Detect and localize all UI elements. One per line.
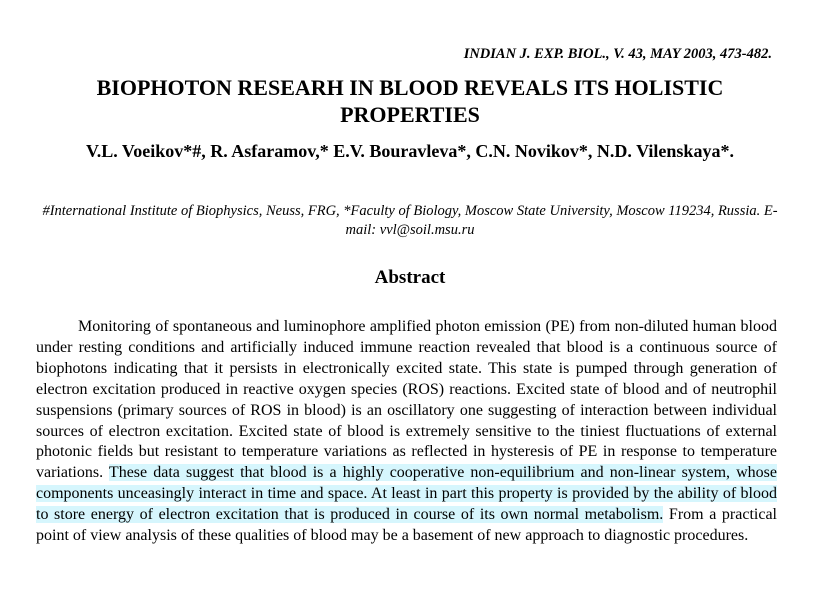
affiliation: #International Institute of Biophysics, Neuss, FRG, *Faculty of Biology, Moscow State University, Moscow 119234, Russia. E-mail: vvl@soil.msu.ru — [42, 203, 778, 238]
abstract-heading: Abstract — [374, 267, 446, 288]
abstract-text-before: Monitoring of spontaneous and luminophore amplified photon emission (PE) from non-diluted human blood under resting conditions and artificially induced immune reaction revealed that blood is a continuous source of biophotons indicating that it persists in electronically excited state. This state is pumped through generation of electron excitation produced in reactive oxygen species (ROS) reactions. Excited state of blood and of neutrophil suspensions (primary sources of ROS in blood) is an oscillatory one suggesting of interaction between individual sources of electron excitation. Excited state of blood is extremely sensitive to the tiniest fluctuations of external photonic fields but resistant to temperature variations as reflected in hysteresis of PE in response to temperature variations. — [36, 318, 777, 482]
abstract-text-after: From a practical point of view analysis of these qualities of blood may be a basement of new approach to diagnostic procedures. — [36, 506, 777, 545]
journal-reference: INDIAN J. EXP. BIOL., V. 43, MAY 2003, 473-482. — [463, 46, 772, 62]
highlighted-sentence[interactable]: These data suggest that blood is a highly cooperative non-equilibrium and non-linear system, whose components unceasingly interact in time and space. At least in part this property is provided by the ability of blood to store energy of electron excitation that is produced in course of its own normal metabolism. — [36, 464, 777, 524]
abstract-body — [36, 317, 777, 547]
author-list: V.L. Voeikov*#, R. Asfaramov,* E.V. Bouravleva*, C.N. Novikov*, N.D. Vilenskaya*. — [86, 141, 734, 161]
paper-title: BIOPHOTON RESEARH IN BLOOD REVEALS ITS HOLISTIC PROPERTIES — [96, 75, 724, 127]
